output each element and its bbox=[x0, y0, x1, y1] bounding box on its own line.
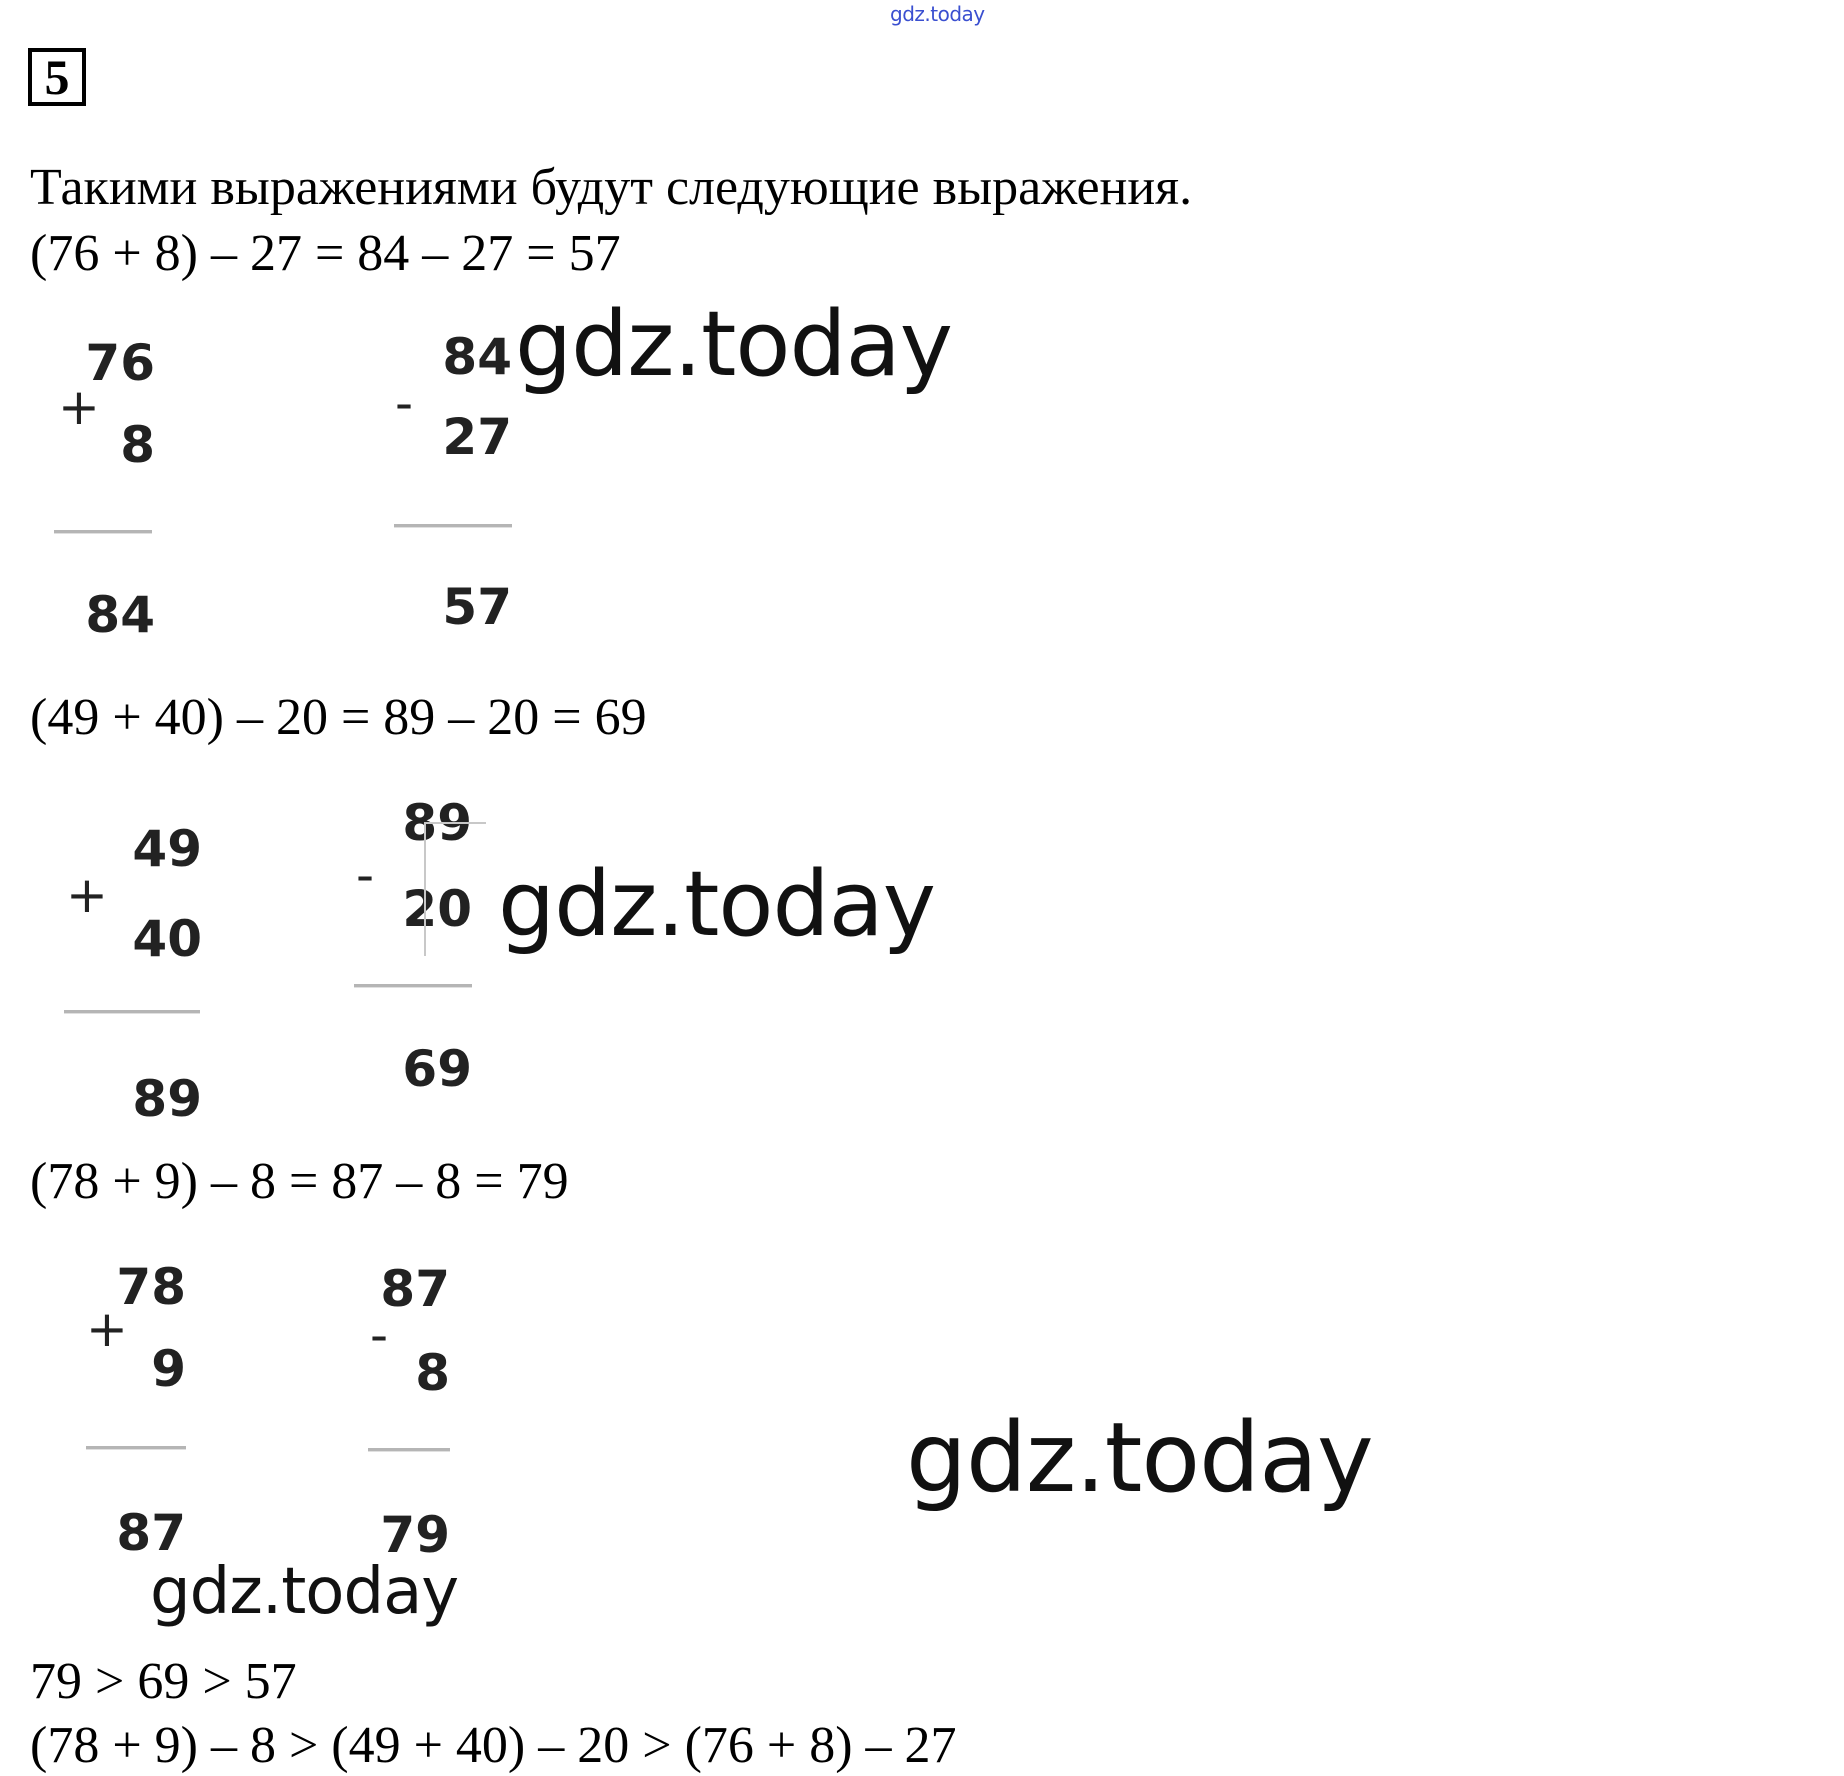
difference-result: 69 bbox=[402, 1040, 472, 1098]
plus-sign: + bbox=[66, 866, 108, 924]
difference-result: 57 bbox=[442, 578, 512, 636]
minus-sign: - bbox=[356, 846, 375, 904]
addend-bottom: 9 bbox=[151, 1340, 186, 1398]
watermark-2: gdz.today bbox=[498, 852, 936, 957]
column-addition-3 bbox=[86, 1258, 186, 1562]
column-addition-1 bbox=[50, 334, 155, 658]
plus-sign: + bbox=[58, 378, 100, 436]
subtrahend: 20 bbox=[402, 880, 472, 938]
sum-result: 87 bbox=[116, 1504, 186, 1562]
difference-result: 79 bbox=[380, 1506, 450, 1564]
plus-sign: + bbox=[86, 1300, 128, 1358]
sum-result: 84 bbox=[85, 586, 155, 644]
minus-sign: - bbox=[370, 1306, 389, 1364]
watermark-4: gdz.today bbox=[150, 1555, 459, 1629]
task-number: 5 bbox=[44, 49, 70, 105]
addend-top: 49 bbox=[132, 820, 202, 878]
watermark-1: gdz.today bbox=[515, 292, 953, 397]
column-subtraction-3 bbox=[368, 1260, 450, 1564]
comparison-expressions: (78 + 9) – 8 > (49 + 40) – 20 > (76 + 8) – 27 bbox=[30, 1717, 957, 1774]
watermark-fragment bbox=[424, 822, 486, 956]
result-bar bbox=[368, 1448, 450, 1452]
addend-bottom: 8 bbox=[120, 416, 155, 474]
result-bar bbox=[54, 530, 152, 534]
result-bar bbox=[394, 524, 512, 528]
column-addition-2 bbox=[62, 820, 202, 1134]
addend-top: 78 bbox=[116, 1258, 186, 1316]
minuend: 89 bbox=[402, 794, 472, 852]
result-bar bbox=[354, 984, 472, 988]
expression-1-text: (76 + 8) – 27 = 84 – 27 = 57 bbox=[30, 225, 621, 282]
addend-bottom: 40 bbox=[132, 910, 202, 968]
sum-result: 89 bbox=[132, 1070, 202, 1128]
expression-2-text: (49 + 40) – 20 = 89 – 20 = 69 bbox=[30, 689, 647, 746]
result-bar bbox=[86, 1446, 186, 1450]
watermark-3: gdz.today bbox=[906, 1402, 1373, 1514]
subtrahend: 8 bbox=[415, 1344, 450, 1402]
task-number-box bbox=[28, 48, 86, 106]
minuend: 87 bbox=[380, 1260, 450, 1318]
top-watermark: gdz.today bbox=[890, 2, 985, 26]
addend-top: 76 bbox=[85, 334, 155, 392]
expression-3-text: (78 + 9) – 8 = 87 – 8 = 79 bbox=[30, 1153, 569, 1210]
intro-text: Такими выражениями будут следующие выражения. bbox=[30, 159, 1193, 216]
subtrahend: 27 bbox=[442, 408, 512, 466]
minuend: 84 bbox=[442, 328, 512, 386]
minus-sign: - bbox=[395, 374, 414, 432]
result-bar bbox=[64, 1010, 200, 1014]
column-subtraction-1 bbox=[392, 328, 512, 652]
comparison-values: 79 > 69 > 57 bbox=[30, 1653, 297, 1710]
